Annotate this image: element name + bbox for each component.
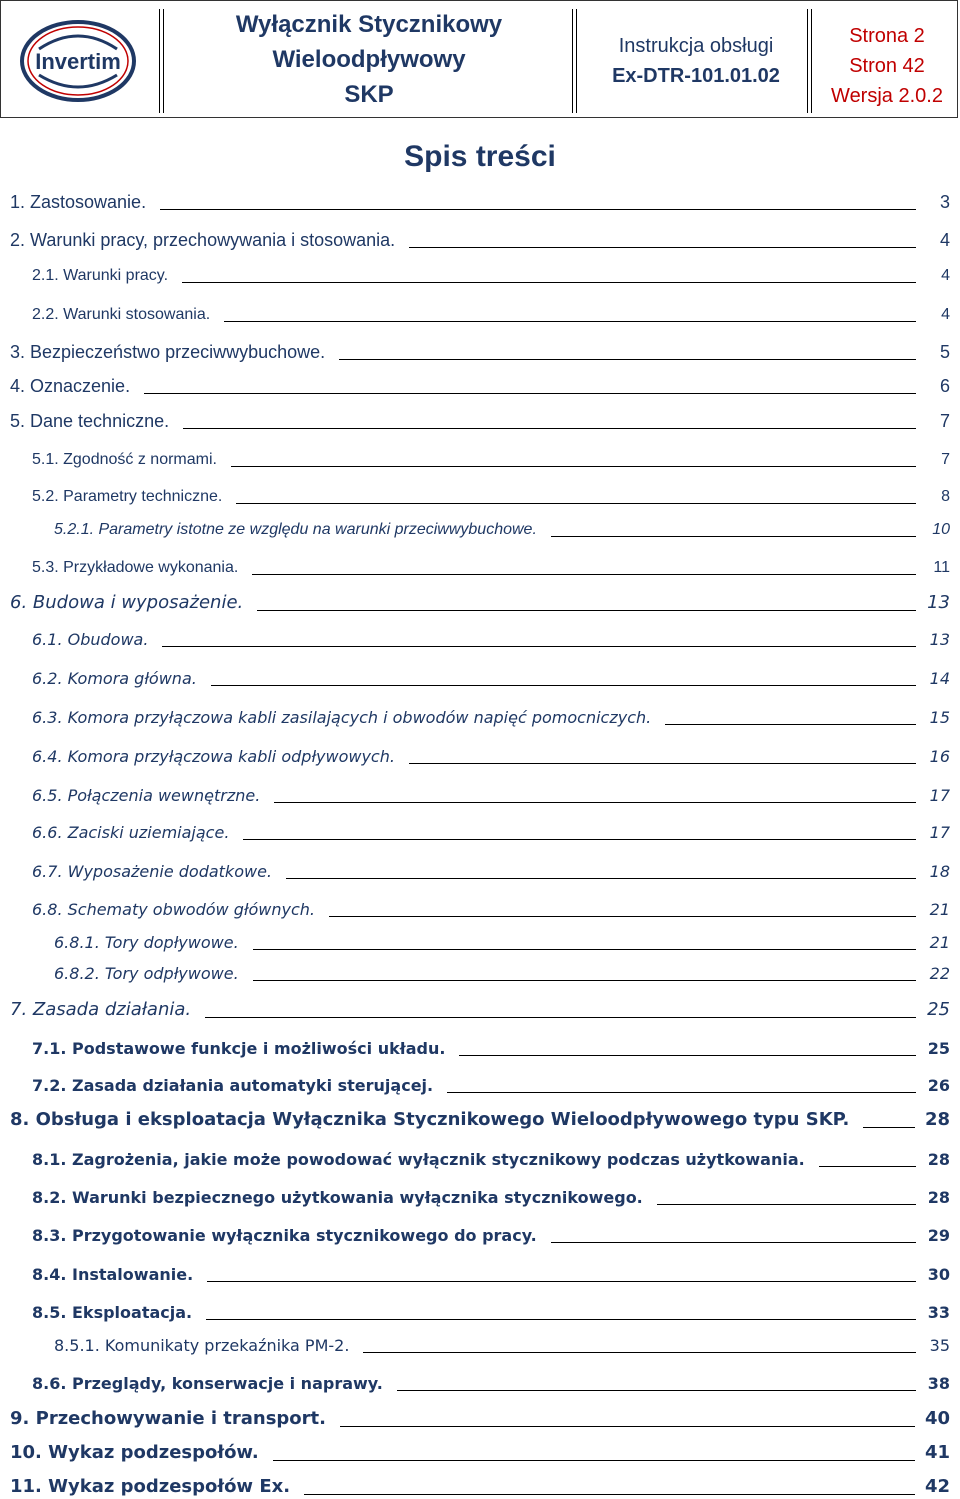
toc-entry[interactable]: [10, 1475, 950, 1499]
header-divider: [807, 9, 812, 113]
toc-entry-label: 6.2. Komora główna.: [32, 669, 197, 688]
toc-entry-label: 3. Bezpieczeństwo przeciwwybuchowe.: [10, 342, 326, 362]
toc-leader-line: [657, 1203, 916, 1205]
toc-entry[interactable]: [32, 1075, 950, 1097]
toc-entry-page: 29: [927, 1226, 950, 1245]
toc-leader-line: [243, 838, 916, 840]
toc-leader-line: [274, 801, 916, 803]
header-divider: [159, 9, 164, 113]
toc-entry-page: 21: [929, 900, 950, 919]
toc-entry-label: 6.5. Połączenia wewnętrzne.: [32, 786, 261, 805]
toc-leader-line: [329, 915, 916, 917]
toc-entry-page: 28: [927, 1150, 950, 1169]
toc-entry-page: 17: [929, 823, 950, 842]
toc-entry-page: 18: [929, 862, 950, 881]
toc-entry-label: 8.1. Zagrożenia, jakie może powodować wyłącznik stycznikowy podczas użytkowania.: [32, 1150, 805, 1169]
toc-entry-label: 6.4. Komora przyłączowa kabli odpływowych.: [32, 747, 395, 766]
toc-entry-page: 25: [927, 1039, 950, 1058]
product-title-line-3: SKP: [344, 81, 394, 108]
toc-entry-page: 21: [929, 933, 950, 952]
toc-leader-line: [286, 877, 916, 879]
toc-entry-page: 38: [927, 1374, 950, 1393]
toc-entry[interactable]: [32, 785, 950, 807]
toc-entry[interactable]: [32, 1225, 950, 1247]
toc-entry[interactable]: [54, 963, 950, 985]
toc-entry[interactable]: [32, 1187, 950, 1209]
toc-entry-label: 1. Zastosowanie.: [10, 192, 147, 212]
toc-entry-label: 5. Dane techniczne.: [10, 411, 170, 431]
toc-entry[interactable]: [54, 1335, 950, 1357]
doc-code: Ex-DTR-101.01.02: [612, 65, 780, 87]
toc-entry[interactable]: [32, 668, 950, 690]
toc-entry[interactable]: [32, 486, 950, 508]
toc-entry[interactable]: [32, 304, 950, 326]
toc-entry-label: 5.1. Zgodność z normami.: [32, 451, 217, 468]
toc-entry-page: 4: [941, 267, 950, 284]
page-info: [819, 21, 955, 111]
toc-leader-line: [363, 1351, 916, 1353]
toc-entry-page: 25: [927, 999, 950, 1020]
toc-entry-label: 6.3. Komora przyłączowa kabli zasilających i obwodów napięć pomocniczych.: [32, 708, 652, 727]
toc-leader-line: [205, 1016, 916, 1018]
toc-entry-page: 4: [941, 306, 950, 323]
toc-entry-page: 7: [941, 451, 950, 468]
manual-label: Instrukcja obsługi: [618, 35, 774, 57]
toc-entry-page: 16: [929, 747, 950, 766]
toc-entry[interactable]: [10, 340, 950, 364]
toc-title: Spis treści: [404, 140, 556, 173]
toc-entry[interactable]: [10, 1407, 950, 1431]
toc-entry[interactable]: [32, 629, 950, 651]
toc-entry-page: 15: [929, 708, 950, 727]
toc-entry-label: 6. Budowa i wyposażenie.: [10, 592, 244, 613]
toc-entry-page: 42: [924, 1476, 950, 1497]
toc-entry-label: 8.5.1. Komunikaty przekaźnika PM-2.: [54, 1336, 350, 1355]
toc-entry-page: 26: [927, 1076, 950, 1095]
toc-entry[interactable]: [32, 557, 950, 579]
toc-leader-line: [551, 535, 916, 537]
toc-leader-line: [144, 392, 916, 394]
toc-entry-page: 10: [932, 521, 950, 538]
toc-leader-line: [339, 358, 916, 360]
toc-entry[interactable]: [10, 228, 950, 252]
toc-entry[interactable]: [32, 265, 950, 287]
toc-entry-page: 7: [939, 411, 950, 431]
page-label: Strona 2: [849, 25, 925, 47]
toc-entry-page: 41: [924, 1442, 950, 1463]
toc-entry-page: 28: [924, 1109, 950, 1130]
toc-leader-line: [253, 948, 916, 950]
toc-leader-line: [551, 1241, 916, 1243]
toc-entry[interactable]: [32, 861, 950, 883]
toc-leader-line: [665, 723, 916, 725]
toc-entry-label: 8.2. Warunki bezpiecznego użytkowania wyłącznika stycznikowego.: [32, 1188, 643, 1207]
toc-leader-line: [459, 1054, 916, 1056]
toc-entry-page: 22: [929, 964, 950, 983]
toc-leader-line: [183, 427, 916, 429]
toc-leader-line: [397, 1389, 916, 1391]
toc-entry-label: 6.8.1. Tory dopływowe.: [54, 933, 239, 952]
toc-entry-label: 7.1. Podstawowe funkcje i możliwości układu.: [32, 1039, 446, 1058]
toc-entry-page: 14: [929, 669, 950, 688]
toc-entry[interactable]: [10, 374, 950, 398]
toc-entry-label: 9. Przechowywanie i transport.: [10, 1408, 326, 1429]
toc-entry-label: 11. Wykaz podzespołów Ex.: [10, 1476, 291, 1497]
toc-leader-line: [211, 684, 916, 686]
toc-entry-label: 7. Zasada działania.: [10, 999, 192, 1020]
toc-entry-label: 6.8. Schematy obwodów głównych.: [32, 900, 315, 919]
toc-leader-line: [409, 246, 916, 248]
toc-entry-label: 5.2.1. Parametry istotne ze względu na warunki przeciwwybuchowe.: [54, 521, 537, 538]
toc-entry-page: 35: [929, 1336, 950, 1355]
product-title-line-1: Wyłącznik Stycznikowy: [235, 11, 503, 38]
toc-entry[interactable]: [54, 519, 950, 541]
toc-entry[interactable]: [10, 1441, 950, 1465]
toc-entry-label: 8.4. Instalowanie.: [32, 1265, 194, 1284]
toc-entry-page: 13: [927, 592, 950, 613]
toc-entry[interactable]: [54, 932, 950, 954]
toc-entry-page: 33: [927, 1303, 950, 1322]
toc-entry[interactable]: [10, 190, 950, 214]
toc-entry-label: 8.6. Przeglądy, konserwacje i naprawy.: [32, 1374, 383, 1393]
toc-entry[interactable]: [32, 822, 950, 844]
toc-entry-page: 8: [941, 488, 950, 505]
toc-entry-page: 17: [929, 786, 950, 805]
toc-entry[interactable]: [32, 899, 950, 921]
toc-leader-line: [257, 609, 916, 611]
toc-entry-page: 30: [927, 1265, 950, 1284]
toc-entry-label: 8. Obsługa i eksploatacja Wyłącznika Stycznikowego Wieloodpływowego typu SKP.: [10, 1109, 850, 1130]
toc-entry-page: 13: [929, 630, 950, 649]
toc-entry-label: 4. Oznaczenie.: [10, 376, 131, 396]
toc-entry-page: 3: [939, 192, 950, 212]
toc-leader-line: [409, 762, 916, 764]
toc-leader-line: [304, 1493, 915, 1495]
toc-entry-label: 2.2. Warunki stosowania.: [32, 306, 211, 323]
toc-entry[interactable]: [32, 1302, 950, 1324]
product-title-line-2: Wieloodpływowy: [272, 46, 466, 73]
toc-entry-label: 6.6. Zaciski uziemiające.: [32, 823, 230, 842]
toc-leader-line: [340, 1425, 915, 1427]
manual-info: [583, 31, 809, 91]
toc-leader-line: [273, 1459, 915, 1461]
toc-entry-label: 2.1. Warunki pracy.: [32, 267, 169, 284]
toc-leader-line: [182, 281, 916, 283]
toc-entry[interactable]: [32, 707, 950, 729]
invertim-logo: [19, 19, 137, 103]
toc-entry-label: 2. Warunki pracy, przechowywania i stosowania.: [10, 230, 396, 250]
toc-entry-page: 4: [939, 230, 950, 250]
product-title: [169, 7, 569, 112]
toc-leader-line: [236, 502, 916, 504]
toc-entry-label: 6.1. Obudowa.: [32, 630, 149, 649]
toc-entry-label: 6.8.2. Tory odpływowe.: [54, 964, 239, 983]
toc-leader-line: [160, 208, 916, 210]
toc-entry[interactable]: [32, 1038, 950, 1060]
toc-leader-line: [447, 1091, 916, 1093]
document-header: [0, 0, 958, 118]
toc-entry[interactable]: [32, 449, 950, 471]
header-divider: [572, 9, 577, 113]
pages-total: Stron 42: [849, 55, 925, 77]
toc-leader-line: [252, 573, 916, 575]
toc-entry-page: 6: [939, 376, 950, 396]
logo-text: Invertim: [35, 49, 121, 74]
toc-entry-label: 5.2. Parametry techniczne.: [32, 488, 223, 505]
toc-leader-line: [231, 465, 916, 467]
toc-entry[interactable]: [10, 998, 950, 1022]
toc-leader-line: [207, 1280, 916, 1282]
toc-leader-line: [206, 1318, 916, 1320]
toc-entry-label: 7.2. Zasada działania automatyki sterującej.: [32, 1076, 434, 1095]
toc-entry[interactable]: [32, 1373, 950, 1395]
toc-entry[interactable]: [32, 1264, 950, 1286]
toc-entry-label: 6.7. Wyposażenie dodatkowe.: [32, 862, 272, 881]
toc-entry-label: 10. Wykaz podzespołów.: [10, 1442, 259, 1463]
toc-leader-line: [224, 320, 916, 322]
toc-entry[interactable]: [32, 746, 950, 768]
toc-entry-label: 8.3. Przygotowanie wyłącznika stycznikowego do pracy.: [32, 1226, 537, 1245]
toc-entry-page: 28: [927, 1188, 950, 1207]
toc-entry-page: 40: [924, 1408, 950, 1429]
toc-entry-label: 5.3. Przykładowe wykonania.: [32, 559, 239, 576]
toc-leader-line: [253, 979, 916, 981]
toc-entry[interactable]: [10, 1108, 950, 1132]
toc-leader-line: [162, 645, 916, 647]
toc-entry-label: 8.5. Eksploatacja.: [32, 1303, 193, 1322]
toc-entry[interactable]: [10, 591, 950, 615]
toc-entry[interactable]: [10, 409, 950, 433]
toc-entry-page: 5: [939, 342, 950, 362]
toc-entry[interactable]: [32, 1149, 950, 1171]
toc-leader-line: [819, 1165, 916, 1167]
toc-leader-line: [863, 1126, 915, 1128]
toc-entry-page: 11: [933, 559, 950, 576]
version-label: Wersja 2.0.2: [831, 85, 943, 107]
